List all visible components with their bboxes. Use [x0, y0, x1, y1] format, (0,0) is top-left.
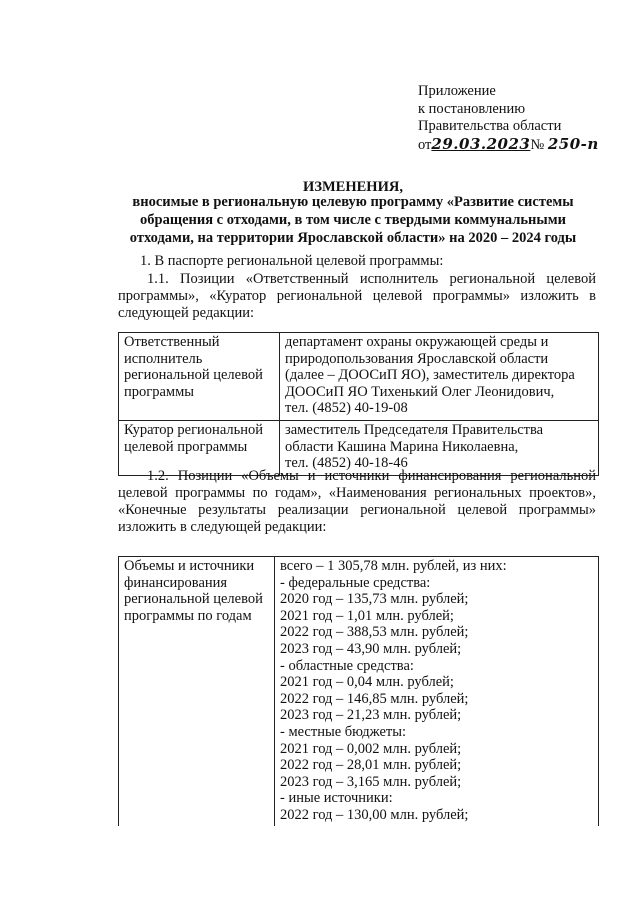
from-label: от: [418, 136, 432, 153]
subtitle-line-3: отходами, на территории Ярославской области» на 2020 – 2024 годы: [129, 230, 577, 246]
value-line: 2022 год – 28,01 млн. рублей;: [280, 757, 462, 774]
value-line: 2022 год – 146,85 млн. рублей;: [280, 690, 469, 707]
subtitle-line-1: вносимые в региональную целевую программу «Развитие системы: [132, 194, 574, 210]
row-label: Ответственный исполнитель региональной целевой программы: [119, 333, 280, 421]
value-line: департамент охраны окружающей среды и: [285, 334, 549, 350]
handwritten-number: 250-п: [547, 134, 599, 153]
value-line: всего – 1 305,78 млн. рублей, из них:: [280, 558, 507, 574]
appendix-block: [418, 83, 599, 154]
appendix-line-2: к постановлению: [418, 100, 526, 117]
value-line: 2021 год – 0,002 млн. рублей;: [280, 740, 462, 757]
number-label: №: [530, 136, 545, 153]
row-label: Куратор региональной целевой программы: [119, 420, 280, 475]
document-subtitle: [118, 193, 588, 247]
value-line: области Кашина Марина Николаевна,: [285, 438, 519, 455]
value-line: - областные средства:: [280, 657, 414, 674]
paragraph-1: 1. В паспорте региональной целевой программы:: [140, 253, 444, 269]
value-line: ДООСиП ЯО Тихенький Олег Леонидович,: [285, 383, 555, 400]
row-value: [275, 557, 599, 826]
value-line: 2022 год – 130,00 млн. рублей;: [280, 806, 469, 823]
value-line: тел. (4852) 40-18-46: [285, 455, 408, 472]
value-line: 2023 год – 3,165 млн. рублей;: [280, 773, 462, 790]
appendix-line-4: [418, 136, 599, 155]
subtitle-line-2: обращения с отходами, в том числе с твердыми коммунальными: [140, 212, 566, 228]
value-line: 2023 год – 43,90 млн. рублей;: [280, 640, 462, 657]
paragraph-1-1: 1.1. Позиции «Ответственный исполнитель региональной целевой программы», «Куратор региональной целевой программы» изложить в следующей редакции:: [118, 271, 596, 321]
value-line: - иные источники:: [280, 790, 393, 807]
row-value: [280, 333, 599, 421]
value-line: - федеральные средства:: [280, 574, 431, 591]
value-line: (далее – ДООСиП ЯО), заместитель директора: [285, 367, 575, 384]
document-heading: ИЗМЕНЕНИЯ,: [303, 179, 403, 195]
appendix-line-3: Правительства области: [418, 118, 562, 134]
value-line: 2021 год – 0,04 млн. рублей;: [280, 674, 454, 691]
value-line: тел. (4852) 40-19-08: [285, 400, 408, 417]
table-row: [119, 333, 599, 421]
passport-table-responsible: [118, 332, 599, 476]
row-label: Объемы и источники финансирования региональной целевой программы по годам: [119, 557, 275, 826]
value-line: 2020 год – 135,73 млн. рублей;: [280, 591, 469, 608]
passport-table-financing: [118, 556, 599, 826]
value-line: 2023 год – 21,23 млн. рублей;: [280, 707, 462, 724]
value-line: - местные бюджеты:: [280, 723, 406, 740]
value-line: 2021 год – 1,01 млн. рублей;: [280, 607, 454, 624]
handwritten-date: 29.03.2023: [431, 134, 531, 153]
paragraph-1-2: 1.2. Позиции «Объемы и источники финансирования региональной целевой программы по годам», «Наименования региональных проектов», «Конечные результаты реализации региональной целевой программы» изложить в следующей редакции:: [118, 468, 596, 535]
value-line: заместитель Председателя Правительства: [285, 421, 544, 438]
table-row: [119, 557, 599, 826]
appendix-line-1: Приложение: [418, 83, 496, 99]
value-line: 2022 год – 388,53 млн. рублей;: [280, 624, 469, 641]
value-line: природопользования Ярославской области: [285, 350, 549, 367]
